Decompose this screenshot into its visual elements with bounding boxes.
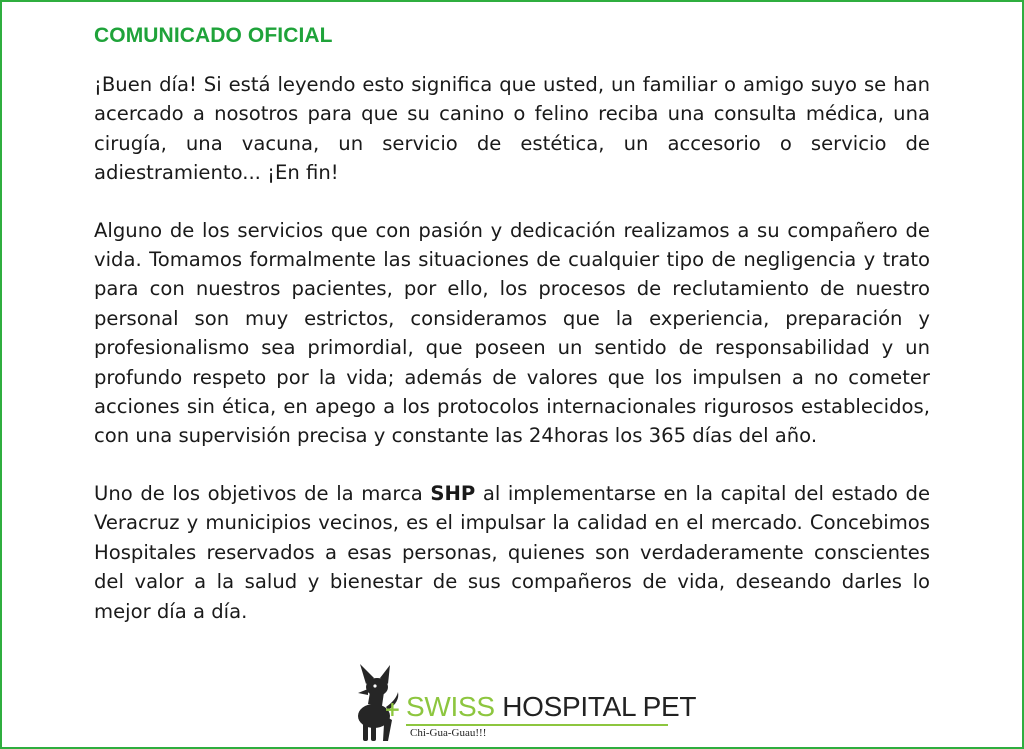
paragraph-objectives — [94, 479, 930, 626]
brand-hospital-pet: HOSPITAL PET — [494, 691, 697, 722]
paragraph-objectives-end: al implementarse en la capital del estado de Veracruz y municipios vecinos, es el impulsar la calidad en el mercado. Concebimos Hospitales reservados a esas personas, quienes son verdaderamente conscientes del valor a la salud y bienestar de sus compañeros de vida, deseando darles lo mejor día a día. — [94, 481, 930, 623]
document-body — [94, 24, 930, 654]
brand-name — [406, 692, 696, 722]
cross-icon: + — [384, 697, 401, 721]
swiss-hospital-pet-logo — [346, 662, 697, 744]
paragraph-greeting: ¡Buen día! Si está leyendo esto significa que usted, un familiar o amigo suyo se han acercado a nosotros para que su canino o felino reciba una consulta médica, una cirugía, una vacuna, un servicio de estética, un accesorio o servicio de adiestramiento... ¡En fin! — [94, 73, 930, 185]
brand-acronym: SHP — [430, 481, 476, 505]
paragraph-services: Alguno de los servicios que con pasión y dedicación realizamos a su compañero de vida. Tomamos formalmente las situaciones de cualquier tipo de negligencia y trato para con nuestros pacientes, por ello, los procesos de reclutamiento de nuestro personal son muy estrictos, consideramos que la experiencia, preparación y profesionalismo sea primordial, que poseen un sentido de responsabilidad y un profundo respeto por la vida; además de valores que los impulsen a no cometer acciones sin ética, en apego a los protocolos internacionales rigurosos establecidos, con una supervisión precisa y constante las 24horas los 365 días del año. — [94, 218, 930, 448]
brand-tagline: Chi-Gua-Guau!!! — [410, 727, 487, 739]
paragraph-objectives-start: Uno de los objetivos de la marca — [94, 481, 431, 505]
brand-underline — [406, 724, 668, 726]
document-title: COMUNICADO OFICIAL — [94, 24, 333, 47]
brand-swiss: SWISS — [406, 691, 495, 722]
